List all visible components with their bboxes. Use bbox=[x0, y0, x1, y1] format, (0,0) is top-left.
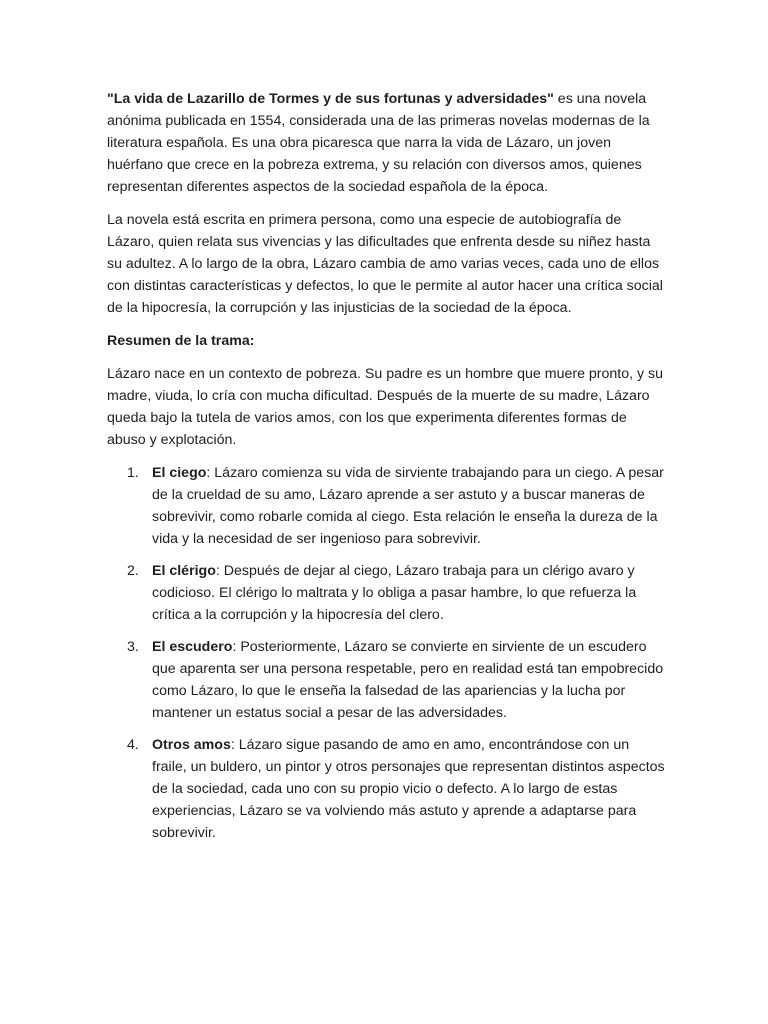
list-number: 2. bbox=[127, 563, 139, 579]
list-text: : Después de dejar al ciego, Lázaro trabaja para un clérigo avaro y codicioso. El clérigo lo maltrata y lo obliga a pasar hambre, lo que refuerza la crítica a la corrupción y la hipocresía del clero. bbox=[152, 563, 637, 623]
list-term: El escudero bbox=[152, 639, 233, 655]
narrative-paragraph: La novela está escrita en primera persona, como una especie de autobiografía de Lázaro, quien relata sus vivencias y las dificultades que enfrenta desde su niñez hasta su adultez. A lo largo de la obra, Lázaro cambia de amo varias veces, cada uno de ellos con distintas características y defectos, lo que le permite al autor hacer una crítica social de la hipocresía, la corrupción y las injusticias de la sociedad de la época. bbox=[107, 212, 663, 316]
list-item bbox=[107, 462, 667, 550]
list-number: 4. bbox=[127, 737, 139, 753]
list-item bbox=[107, 734, 667, 844]
summary-heading: Resumen de la trama: bbox=[107, 333, 255, 349]
list-term: El clérigo bbox=[152, 563, 216, 579]
list-item bbox=[107, 560, 667, 626]
list-text: : Lázaro comienza su vida de sirviente trabajando para un ciego. A pesar de la crueldad de su amo, Lázaro aprende a ser astuto y a buscar maneras de sobrevivir, como robarle comida al ciego. Esta relación le enseña la dureza de la vida y la necesidad de ser ingenioso para sobrevivir. bbox=[152, 465, 664, 547]
document-page bbox=[107, 88, 667, 854]
list-item bbox=[107, 636, 667, 724]
masters-list bbox=[107, 462, 667, 844]
list-term: El ciego bbox=[152, 465, 207, 481]
list-number: 1. bbox=[127, 465, 139, 481]
list-number: 3. bbox=[127, 639, 139, 655]
book-title: "La vida de Lazarillo de Tormes y de sus fortunas y adversidades" bbox=[107, 91, 554, 107]
intro-paragraph bbox=[107, 88, 667, 198]
plot-intro-paragraph: Lázaro nace en un contexto de pobreza. Su padre es un hombre que muere pronto, y su madre, viuda, lo cría con mucha dificultad. Después de la muerte de su madre, Lázaro queda bajo la tutela de varios amos, con los que experimenta diferentes formas de abuso y explotación. bbox=[107, 366, 664, 448]
list-text: : Posteriormente, Lázaro se convierte en sirviente de un escudero que aparenta ser una persona respetable, pero en realidad está tan empobrecido como Lázaro, lo que le enseña la falsedad de las apariencias y la lucha por mantener un estatus social a pesar de las adversidades. bbox=[152, 639, 664, 721]
list-term: Otros amos bbox=[152, 737, 231, 753]
list-text: : Lázaro sigue pasando de amo en amo, encontrándose con un fraile, un buldero, un pintor y otros personajes que representan distintos aspectos de la sociedad, cada uno con su propio vicio o defecto. A lo largo de estas experiencias, Lázaro se va volviendo más astuto y aprende a adaptarse para sobrevivir. bbox=[152, 737, 665, 841]
intro-text: es una novela anónima publicada en 1554, considerada una de las primeras novelas modernas de la literatura española. Es una obra picaresca que narra la vida de Lázaro, un joven huérfano que crece en la pobreza extrema, y su relación con diversos amos, quienes representan diferentes aspectos de la sociedad española de la época. bbox=[107, 91, 650, 195]
